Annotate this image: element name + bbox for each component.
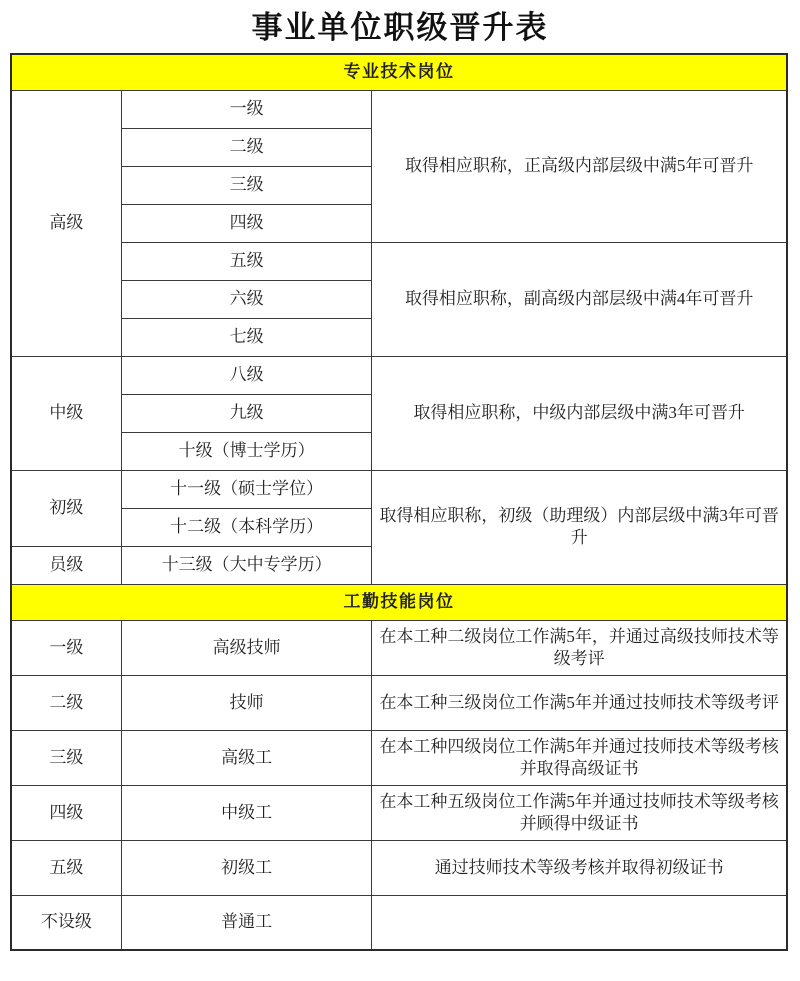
level-cell: 三级: [121, 166, 372, 204]
level-cell: 九级: [121, 394, 372, 432]
title-cell: 初级工: [121, 840, 372, 895]
group-label-junior: 初级: [11, 470, 121, 546]
table-row: [11, 840, 787, 895]
level-cell: 二级: [121, 128, 372, 166]
level-cell: 四级: [121, 204, 372, 242]
level-cell: 五级: [11, 840, 121, 895]
table-row: [11, 242, 787, 280]
table-row: [11, 730, 787, 785]
group-label-senior: 高级: [11, 90, 121, 356]
section-heading-skilled-worker: 工勤技能岗位: [11, 584, 787, 620]
level-cell: 五级: [121, 242, 372, 280]
condition-cell: 取得相应职称，初级（助理级）内部层级中满3年可晋升: [372, 470, 787, 584]
table-row: [11, 470, 787, 508]
group-label-clerk: 员级: [11, 546, 121, 584]
level-cell: 二级: [11, 675, 121, 730]
level-cell: 七级: [121, 318, 372, 356]
condition-cell: 取得相应职称，副高级内部层级中满4年可晋升: [372, 242, 787, 356]
section-header-row: [11, 584, 787, 620]
level-cell: 十一级（硕士学位）: [121, 470, 372, 508]
level-cell: 三级: [11, 730, 121, 785]
condition-cell: [372, 895, 787, 950]
section-header-row: [11, 54, 787, 90]
group-label-intermediate: 中级: [11, 356, 121, 470]
level-cell: 一级: [121, 90, 372, 128]
title-cell: 技师: [121, 675, 372, 730]
title-cell: 高级工: [121, 730, 372, 785]
page-title: 事业单位职级晋升表: [251, 10, 549, 45]
table-row: [11, 895, 787, 950]
level-cell: 十三级（大中专学历）: [121, 546, 372, 584]
table-row: [11, 356, 787, 394]
condition-cell: 在本工种二级岗位工作满5年，并通过高级技师技术等级考评: [372, 620, 787, 675]
level-cell: 六级: [121, 280, 372, 318]
level-cell: 八级: [121, 356, 372, 394]
condition-cell: 通过技师技术等级考核并取得初级证书: [372, 840, 787, 895]
level-cell: 十级（博士学历）: [121, 432, 372, 470]
title-cell: 中级工: [121, 785, 372, 840]
condition-cell: 在本工种四级岗位工作满5年并通过技师技术等级考核并取得高级证书: [372, 730, 787, 785]
title-cell: 高级技师: [121, 620, 372, 675]
level-cell: 十二级（本科学历）: [121, 508, 372, 546]
condition-cell: 取得相应职称，正高级内部层级中满5年可晋升: [372, 90, 787, 242]
condition-cell: 在本工种三级岗位工作满5年并通过技师技术等级考评: [372, 675, 787, 730]
level-cell: 一级: [11, 620, 121, 675]
level-cell: 不设级: [11, 895, 121, 950]
table-row: [11, 620, 787, 675]
condition-cell: 取得相应职称，中级内部层级中满3年可晋升: [372, 356, 787, 470]
table-row: [11, 675, 787, 730]
table-row: [11, 90, 787, 128]
promotion-table: [10, 53, 788, 951]
level-cell: 四级: [11, 785, 121, 840]
section-heading-professional: 专业技术岗位: [11, 54, 787, 90]
table-row: [11, 785, 787, 840]
title-cell: 普通工: [121, 895, 372, 950]
condition-cell: 在本工种五级岗位工作满5年并通过技师技术等级考核并顾得中级证书: [372, 785, 787, 840]
